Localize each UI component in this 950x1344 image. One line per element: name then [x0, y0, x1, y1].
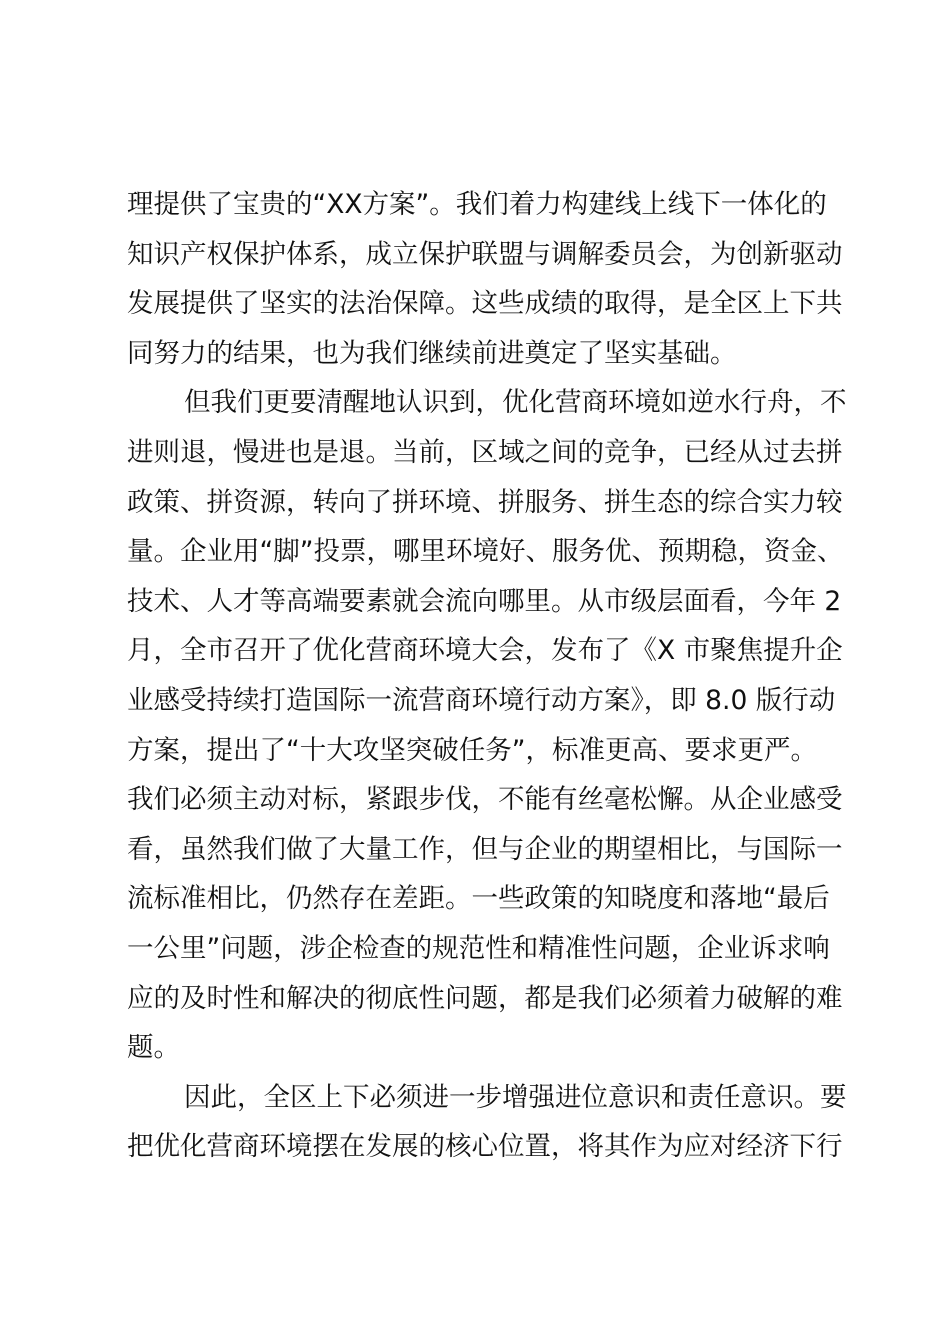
text-line: 题。 [127, 1032, 180, 1064]
text-line: 我们必须主动对标，紧跟步伐，不能有丝毫松懈。从企业感受 [127, 784, 843, 816]
text-line: 理提供了宝贵的“XX方案”。我们着力构建线上线下一体化的 [127, 189, 827, 220]
text-line: 把优化营商环境摆在发展的核心位置，将其作为应对经济下行 [127, 1131, 843, 1163]
body-text [127, 180, 847, 1172]
text-line: 应的及时性和解决的彻底性问题，都是我们必须着力破解的难 [127, 982, 843, 1014]
text-line: 政策、拼资源，转向了拼环境、拼服务、拼生态的综合实力较 [127, 486, 843, 518]
text-line: 发展提供了坚实的法治保障。这些成绩的取得，是全区上下共 [127, 288, 843, 320]
paragraph-first-line: 因此，全区上下必须进一步增强进位意识和责任意识。要 [184, 1081, 847, 1113]
text-line: 看，虽然我们做了大量工作，但与企业的期望相比，与国际一 [127, 833, 843, 865]
text-line: 量。企业用“脚”投票，哪里环境好、服务优、预期稳，资金、 [127, 536, 844, 568]
text-line: 进则退，慢进也是退。当前，区域之间的竞争，已经从过去拼 [127, 436, 843, 468]
text-line: 技术、人才等高端要素就会流向哪里。从市级层面看，今年 2 [127, 585, 842, 617]
text-line: 流标准相比，仍然存在差距。一些政策的知晓度和落地“最后 [127, 883, 830, 915]
text-line: 同努力的结果，也为我们继续前进奠定了坚实基础。 [127, 337, 737, 369]
text-line: 月，全市召开了优化营商环境大会，发布了《X 市聚焦提升企 [127, 635, 843, 667]
text-line: 方案，提出了“十大攻坚突破任务”，标准更高、要求更严。 [127, 734, 817, 766]
text-line: 知识产权保护体系，成立保护联盟与调解委员会，为创新驱动 [127, 238, 843, 270]
text-line: 业感受持续打造国际一流营商环境行动方案》，即 8.0 版行动 [127, 684, 836, 716]
text-line: 一公里”问题，涉企检查的规范性和精准性问题，企业诉求响 [127, 932, 830, 964]
paragraph-first-line: 但我们更要清醒地认识到，优化营商环境如逆水行舟，不 [184, 387, 847, 419]
